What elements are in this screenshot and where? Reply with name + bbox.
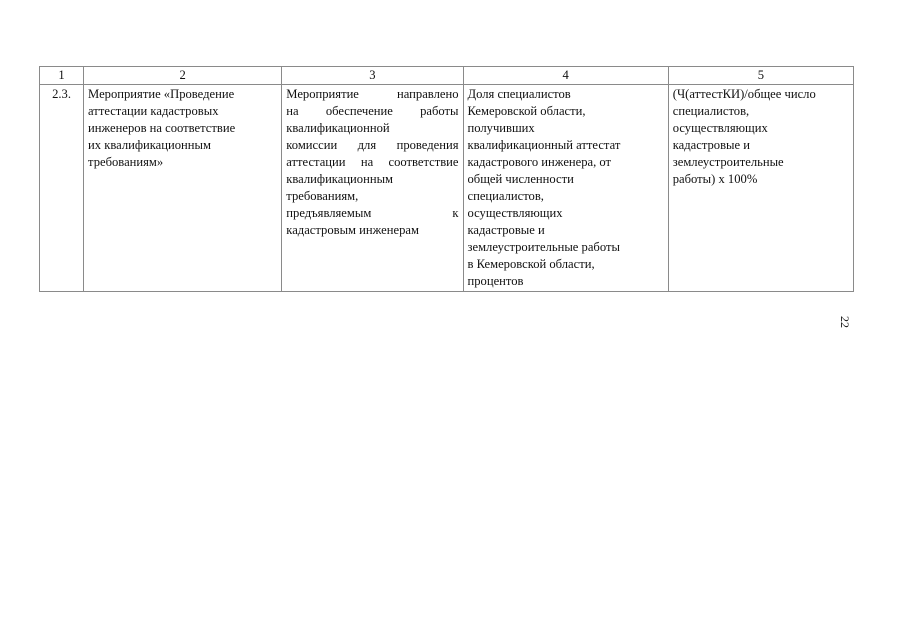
text-line: землеустроительные: [672, 155, 784, 169]
text-line: аттестации кадастровых: [88, 104, 219, 118]
text-line: их квалификационным: [88, 138, 211, 152]
text-line: кадастровым инженерам: [286, 223, 419, 237]
text-line: работы) х 100%: [672, 172, 758, 186]
column-number-1: 1: [40, 67, 84, 85]
indicator-table: [39, 66, 854, 292]
text-line: общей численности: [467, 172, 574, 186]
text-line: требованиям,: [286, 189, 359, 203]
text-line: специалистов,: [672, 104, 750, 118]
text-line: квалификационный аттестат: [467, 138, 621, 152]
table-header-row: [40, 67, 854, 85]
column-number-2: 2: [84, 67, 282, 85]
text-line: кадастровые и: [672, 138, 750, 152]
column-number-4: 4: [463, 67, 668, 85]
text-line: осуществляющих: [467, 206, 563, 220]
text-line: получивших: [467, 121, 535, 135]
text-line: в Кемеровской области,: [467, 257, 595, 271]
text-line: специалистов,: [467, 189, 544, 203]
page-number: 22: [838, 316, 852, 328]
text-line: Мероприятие «Проведение: [88, 87, 235, 101]
text-line: Мероприятие направлено: [286, 87, 459, 101]
text-line: инженеров на соответствие: [88, 121, 236, 135]
column-number-5: 5: [668, 67, 853, 85]
text-line: на обеспечение работы: [286, 104, 459, 118]
text-line: (Ч(аттестКИ)/общее число: [672, 87, 816, 101]
indicator-name-cell: [463, 85, 668, 292]
event-name-cell: [84, 85, 282, 292]
text-line: процентов: [467, 274, 524, 288]
event-description-cell: [282, 85, 463, 292]
text-line: кадастрового инженера, от: [467, 155, 612, 169]
table-row: [40, 85, 854, 292]
text-line: осуществляющих: [672, 121, 768, 135]
text-line: кадастровые и: [467, 223, 545, 237]
text-line: квалификационной: [286, 121, 390, 135]
calculation-method-cell: [668, 85, 853, 292]
row-number-cell: 2.3.: [40, 85, 84, 292]
text-line: Доля специалистов: [467, 87, 571, 101]
text-line: комиссии для проведения: [286, 138, 459, 152]
text-line: Кемеровской области,: [467, 104, 586, 118]
text-line: аттестации на соответствие: [286, 155, 459, 169]
text-line: предъявляемым к: [286, 206, 459, 220]
text-line: землеустроительные работы: [467, 240, 620, 254]
text-line: квалификационным: [286, 172, 394, 186]
text-line: требованиям»: [88, 155, 164, 169]
column-number-3: 3: [282, 67, 463, 85]
